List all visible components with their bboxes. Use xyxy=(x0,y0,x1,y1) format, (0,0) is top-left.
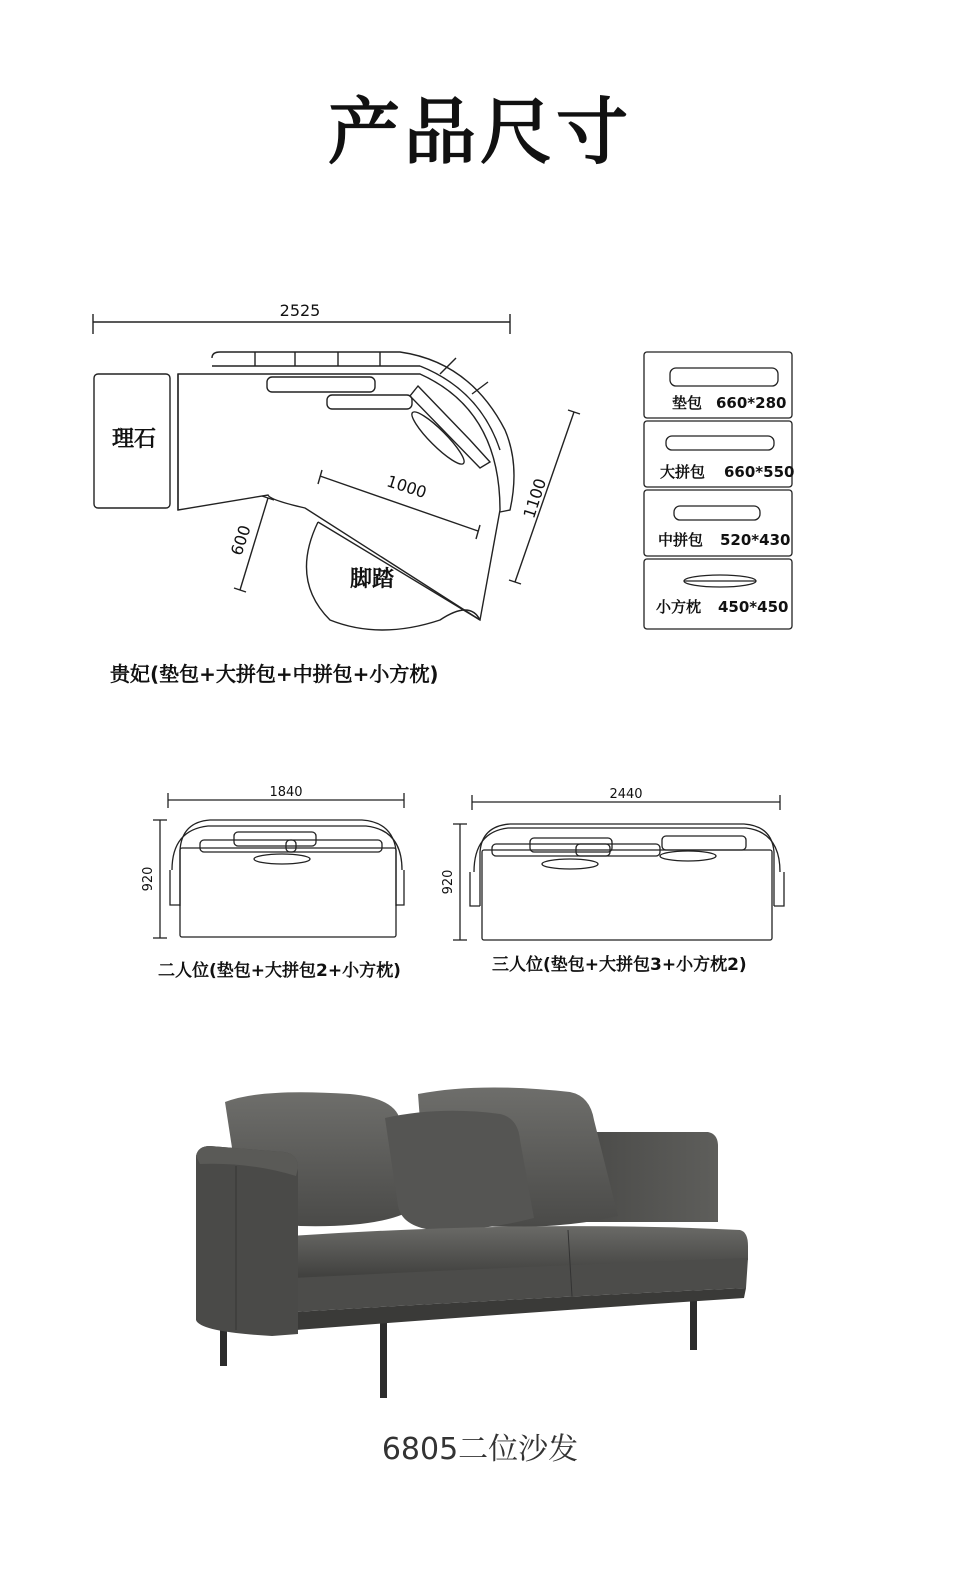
medium-cushion-icon xyxy=(674,506,760,520)
pad-cushion-icon xyxy=(670,368,778,386)
chaise-depth-600: 600 xyxy=(227,522,255,558)
chaise-depth-1100: 1100 xyxy=(519,476,551,521)
legend-name: 小方枕 xyxy=(656,598,702,616)
three-seat-caption: 三人位(垫包+大拼包3+小方枕2) xyxy=(492,955,747,975)
legend-size: 660*280 xyxy=(716,394,787,412)
ottoman-label: 脚踏 xyxy=(349,567,395,592)
large-cushion-icon xyxy=(666,436,774,450)
page-title: 产品尺寸 xyxy=(327,90,632,174)
legend-name: 大拼包 xyxy=(660,463,706,481)
three-seat-width-dim: 2440 xyxy=(609,787,643,802)
chaise-depth-1000: 1000 xyxy=(384,471,429,503)
legend-size: 450*450 xyxy=(718,598,789,616)
sofa-product-image xyxy=(180,1080,760,1400)
cushion-legend xyxy=(640,350,800,632)
two-seat-depth-dim: 920 xyxy=(141,866,156,892)
legend-size: 660*550 xyxy=(724,463,795,481)
legend-name: 垫包 xyxy=(672,394,703,412)
chaise-width-dim: 2525 xyxy=(279,301,321,320)
three-seat-depth-dim: 920 xyxy=(441,869,456,895)
two-seat-plan-diagram xyxy=(130,780,420,950)
legend-name: 中拼包 xyxy=(658,531,704,549)
two-seat-caption: 二人位(垫包+大拼包2+小方枕) xyxy=(158,961,401,981)
legend-box-4 xyxy=(644,559,792,629)
chaise-plan-diagram xyxy=(0,290,960,710)
marble-label: 理石 xyxy=(111,427,157,452)
chaise-caption: 贵妃(垫包+大拼包+中拼包+小方枕) xyxy=(110,662,439,686)
two-seat-width-dim: 1840 xyxy=(269,785,303,800)
legend-size: 520*430 xyxy=(720,531,791,549)
product-caption: 6805二位沙发 xyxy=(381,1432,579,1467)
three-seat-plan-diagram xyxy=(430,780,790,950)
